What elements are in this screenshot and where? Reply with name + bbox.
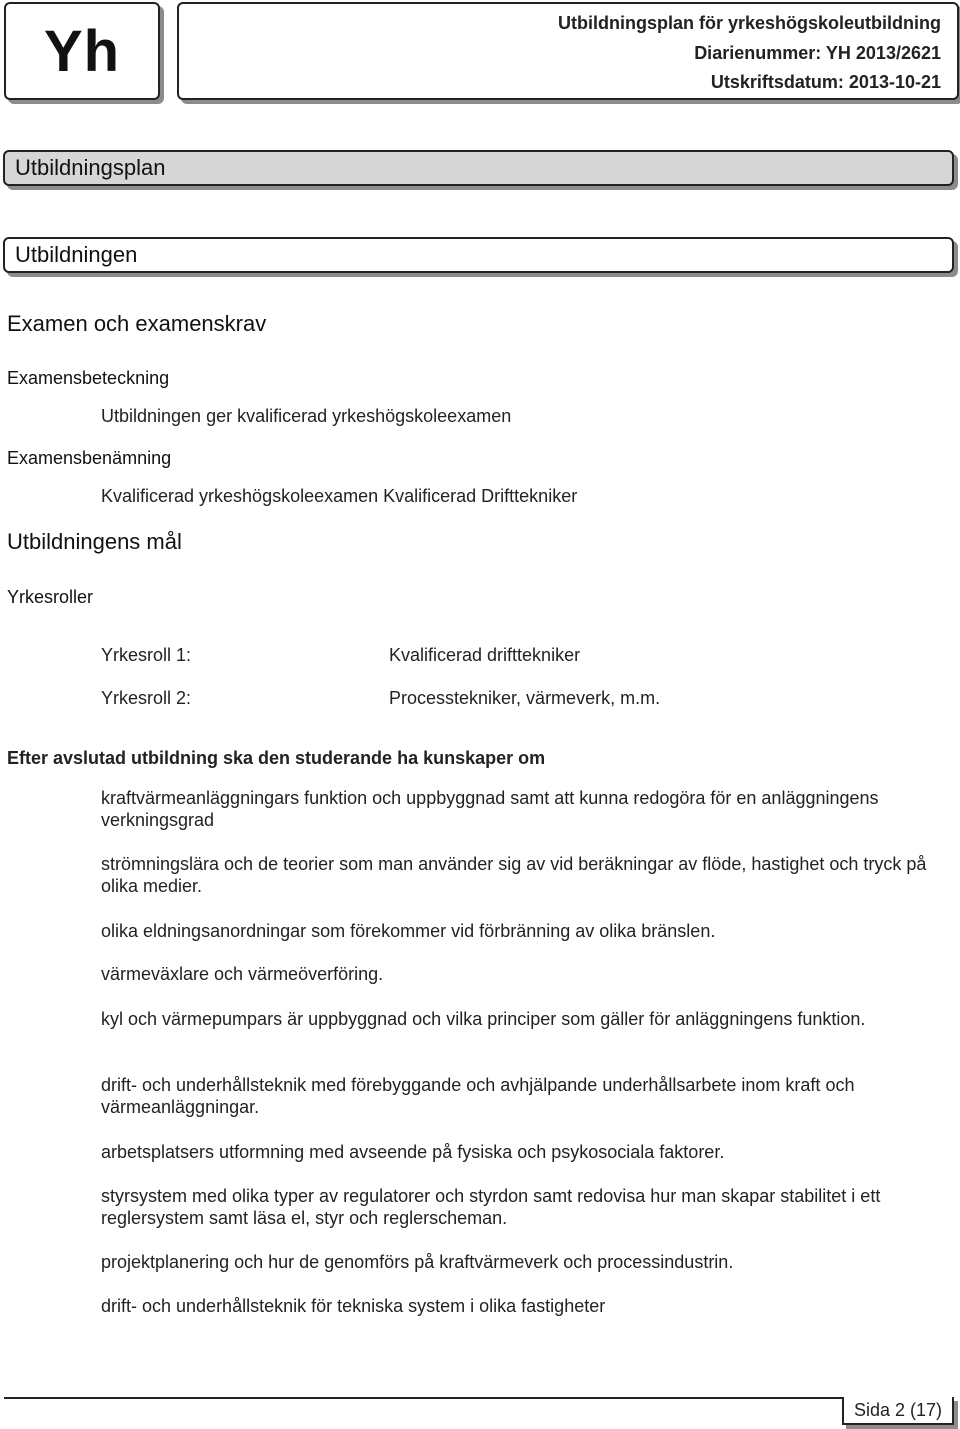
footer-divider: [4, 1397, 954, 1399]
diarienummer: Diarienummer: YH 2013/2621: [694, 43, 941, 63]
role-value: Kvalificerad drifttekniker: [389, 645, 581, 665]
knowledge-item: arbetsplatsers utformning med avseende på fysiska och psykosociala faktorer.: [101, 1142, 725, 1162]
knowledge-item: olika eldningsanordningar som förekommer vid förbränning av olika bränslen.: [101, 921, 716, 941]
knowledge-item: drift- och underhållsteknik för tekniska system i olika fastigheter: [101, 1296, 606, 1316]
yh-logo: [4, 2, 160, 100]
section-bar-utbildningen: [3, 237, 954, 273]
knowledge-item: kyl och värmepumpars är uppbyggnad och vilka principer som gäller för anläggningens funktion.: [101, 1009, 866, 1029]
knowledge-item: strömningslära och de teorier som man använder sig av vid beräkningar av flöde, hastighet och tryck på olika medier.: [101, 854, 927, 896]
document-header: [177, 2, 959, 100]
document-title: Utbildningsplan för yrkeshögskoleutbildning: [557, 13, 941, 33]
logo-text: Yh: [43, 18, 121, 84]
label-examensbenamning: Examensbenämning: [7, 448, 172, 468]
section-bar-utbildningsplan: [3, 150, 954, 186]
knowledge-item: värmeväxlare och värmeöverföring.: [101, 964, 384, 984]
knowledge-item: projektplanering och hur de genomförs på kraftvärmeverk och processindustrin.: [101, 1252, 734, 1272]
label-yrkesroller: Yrkesroller: [7, 587, 94, 607]
role-label: Yrkesroll 1:: [101, 645, 192, 665]
section-title: Utbildningen: [15, 242, 138, 267]
heading-utbildningens-mal: Utbildningens mål: [7, 529, 182, 554]
role-value: Processtekniker, värmeverk, m.m.: [389, 688, 661, 708]
value-examensbeteckning: Utbildningen ger kvalificerad yrkeshögskoleexamen: [101, 406, 512, 426]
value-examensbenamning: Kvalificerad yrkeshögskoleexamen Kvalificerad Drifttekniker: [101, 486, 578, 506]
page-number-text: Sida 2 (17): [853, 1399, 943, 1420]
knowledge-item: styrsystem med olika typer av regulatorer och styrdon samt redovisa hur man skapar stabilitet i ett reglersystem samt läsa el, styr och reglerscheman.: [101, 1186, 881, 1228]
knowledge-item: kraftvärmeanläggningars funktion och uppbyggnad samt att kunna redogöra för en anläggningens verkningsgrad: [101, 788, 879, 830]
heading-examen: Examen och examenskrav: [7, 311, 267, 336]
page-number: [842, 1397, 954, 1425]
knowledge-heading: Efter avslutad utbildning ska den studerande ha kunskaper om: [7, 748, 546, 768]
utskriftsdatum: Utskriftsdatum: 2013-10-21: [710, 72, 941, 92]
section-title: Utbildningsplan: [15, 155, 166, 180]
knowledge-item: drift- och underhållsteknik med förebyggande och avhjälpande underhållsarbete inom kraft och värmeanläggningar.: [101, 1075, 855, 1117]
label-examensbeteckning: Examensbeteckning: [7, 368, 170, 388]
role-label: Yrkesroll 2:: [101, 688, 192, 708]
